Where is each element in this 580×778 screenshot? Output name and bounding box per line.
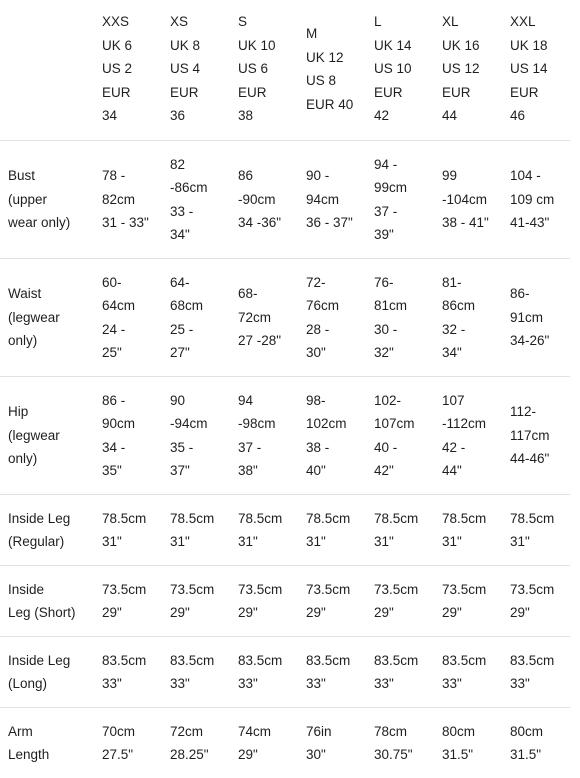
measurement-value-line: 81cm (374, 294, 434, 318)
measurement-label-line: (upper (8, 188, 94, 212)
size-header-line: EUR (374, 81, 434, 105)
measurement-value-cell (434, 377, 502, 495)
measurement-value-line: 31" (374, 530, 434, 554)
measurement-value-line: 31" (170, 530, 230, 554)
measurement-value-cell (298, 708, 366, 778)
size-header-line: XXS (102, 10, 162, 34)
measurement-value-line: 40" (306, 459, 366, 483)
measurement-value-cell (230, 377, 298, 495)
measurement-value-line: 78.5cm (170, 507, 230, 531)
measurement-value-line: 31" (442, 530, 502, 554)
measurement-value-line: 91cm (510, 306, 570, 330)
measurement-label-line: Waist (8, 282, 94, 306)
measurement-value-line: 33" (374, 672, 434, 696)
measurement-label-line: (legwear (8, 424, 94, 448)
measurement-value-cell (434, 259, 502, 377)
table-row (0, 637, 570, 708)
size-header-line: US 2 (102, 57, 162, 81)
measurement-value-cell (94, 141, 162, 259)
size-header-line: 42 (374, 104, 434, 128)
measurement-value-line: 35 - (170, 436, 230, 460)
measurement-value-line: 33" (102, 672, 162, 696)
measurement-value-line: 30" (306, 341, 366, 365)
measurement-value-cell (162, 377, 230, 495)
measurement-value-line: 78 - (102, 164, 162, 188)
measurement-value-cell (502, 566, 570, 637)
measurement-label-line: Leg (Short) (8, 601, 94, 625)
size-header-line: EUR (170, 81, 230, 105)
measurement-value-cell (434, 141, 502, 259)
measurement-value-line: 42 - (442, 436, 502, 460)
measurement-value-cell (94, 637, 162, 708)
size-header-cell (162, 0, 230, 141)
measurement-value-cell (162, 259, 230, 377)
measurement-value-line: -94cm (170, 412, 230, 436)
measurement-value-line: 74cm (238, 720, 298, 744)
size-header-cell (366, 0, 434, 141)
measurement-value-line: 29" (102, 601, 162, 625)
size-header-line: US 10 (374, 57, 434, 81)
measurement-value-line: 99 (442, 164, 502, 188)
measurement-value-line: 27 -28" (238, 329, 298, 353)
measurement-label-line: Length (8, 743, 94, 767)
measurement-value-line: 94 - (374, 153, 434, 177)
measurement-value-line: 29" (306, 601, 366, 625)
measurement-value-cell (366, 377, 434, 495)
measurement-value-line: 86- (510, 282, 570, 306)
size-header-cell (502, 0, 570, 141)
measurement-value-line: 81- (442, 271, 502, 295)
measurement-value-line: 78.5cm (374, 507, 434, 531)
measurement-value-line: 86 - (102, 389, 162, 413)
measurement-value-cell (366, 259, 434, 377)
measurement-value-line: 35" (102, 459, 162, 483)
measurement-value-line: 78cm (374, 720, 434, 744)
size-header-line: 44 (442, 104, 502, 128)
measurement-value-cell (298, 141, 366, 259)
measurement-label-line: (Regular) (8, 530, 94, 554)
measurement-value-line: 28.25" (170, 743, 230, 767)
size-header-line: UK 8 (170, 34, 230, 58)
measurement-value-line: 32" (374, 341, 434, 365)
measurement-value-cell (502, 637, 570, 708)
measurement-value-line: 30.75" (374, 743, 434, 767)
measurement-value-cell (298, 637, 366, 708)
measurement-label-line: Arm (8, 720, 94, 744)
measurement-value-line: 42" (374, 459, 434, 483)
measurement-label (0, 708, 94, 778)
measurement-value-line: 117cm (510, 424, 570, 448)
measurement-value-line: 83.5cm (170, 649, 230, 673)
measurement-value-cell (502, 377, 570, 495)
measurement-value-cell (298, 377, 366, 495)
measurement-value-line: 31.5" (510, 743, 570, 767)
size-header-cell (94, 0, 162, 141)
measurement-value-line: 68cm (170, 294, 230, 318)
size-header-line: 36 (170, 104, 230, 128)
measurement-value-line: 70cm (102, 720, 162, 744)
measurement-value-line: -104cm (442, 188, 502, 212)
measurement-value-line: 31 - 33" (102, 211, 162, 235)
measurement-value-line: 36 - 37" (306, 211, 366, 235)
measurement-value-cell (434, 495, 502, 566)
size-header-line: L (374, 10, 434, 34)
measurement-value-cell (366, 495, 434, 566)
measurement-label-line: only) (8, 329, 94, 353)
table-row (0, 141, 570, 259)
measurement-value-cell (502, 495, 570, 566)
measurement-value-cell (434, 566, 502, 637)
measurement-value-line: 34" (442, 341, 502, 365)
measurement-value-line: 34 -36" (238, 211, 298, 235)
measurement-value-line: 112- (510, 400, 570, 424)
measurement-value-cell (434, 708, 502, 778)
measurement-value-line: 107 (442, 389, 502, 413)
measurement-value-cell (298, 495, 366, 566)
measurement-label-line: (Long) (8, 672, 94, 696)
measurement-label-line: Inside Leg (8, 649, 94, 673)
size-header-line: UK 12 (306, 46, 366, 70)
measurement-label (0, 259, 94, 377)
measurement-value-line: 28 - (306, 318, 366, 342)
measurement-value-cell (230, 566, 298, 637)
measurement-label (0, 495, 94, 566)
measurement-value-line: 94cm (306, 188, 366, 212)
measurement-value-line: 30 - (374, 318, 434, 342)
measurement-value-cell (162, 141, 230, 259)
measurement-value-line: 86cm (442, 294, 502, 318)
measurement-value-line: 78.5cm (238, 507, 298, 531)
measurement-value-line: 78.5cm (102, 507, 162, 531)
size-header-line: XL (442, 10, 502, 34)
size-header-line: US 14 (510, 57, 570, 81)
measurement-value-line: 31.5" (442, 743, 502, 767)
measurement-value-line: 83.5cm (102, 649, 162, 673)
measurement-value-line: 31" (238, 530, 298, 554)
size-header-line: US 8 (306, 69, 366, 93)
measurement-value-cell (94, 259, 162, 377)
measurement-value-line: 38 - (306, 436, 366, 460)
measurement-value-line: 73.5cm (102, 578, 162, 602)
measurement-value-line: 39" (374, 223, 434, 247)
measurement-value-cell (298, 566, 366, 637)
measurement-value-line: 83.5cm (306, 649, 366, 673)
measurement-value-line: 38 - 41" (442, 211, 502, 235)
measurement-label-line: wear only) (8, 211, 94, 235)
measurement-value-line: 33" (306, 672, 366, 696)
measurement-value-line: 29" (238, 601, 298, 625)
measurement-value-line: 90 (170, 389, 230, 413)
size-header-row (0, 0, 570, 141)
measurement-value-line: 29" (238, 743, 298, 767)
measurement-value-cell (366, 566, 434, 637)
measurement-value-line: 73.5cm (374, 578, 434, 602)
size-header-line: 38 (238, 104, 298, 128)
measurement-value-line: 44" (442, 459, 502, 483)
measurement-value-line: 30" (306, 743, 366, 767)
measurement-value-cell (230, 708, 298, 778)
measurement-value-line: 37" (170, 459, 230, 483)
table-row (0, 377, 570, 495)
size-header-line: M (306, 22, 366, 46)
measurement-value-line: 76in (306, 720, 366, 744)
measurement-value-line: 41-43" (510, 211, 570, 235)
measurement-label-line: Inside Leg (8, 507, 94, 531)
measurement-value-line: 72- (306, 271, 366, 295)
size-header-line: UK 14 (374, 34, 434, 58)
measurement-value-cell (502, 259, 570, 377)
measurement-value-line: 31" (510, 530, 570, 554)
measurement-value-line: 27" (170, 341, 230, 365)
size-header-line: EUR (510, 81, 570, 105)
measurement-value-line: 83.5cm (442, 649, 502, 673)
measurement-value-cell (230, 141, 298, 259)
measurement-value-line: 76- (374, 271, 434, 295)
measurement-value-line: 78.5cm (442, 507, 502, 531)
size-header-cell (434, 0, 502, 141)
measurement-value-line: 82cm (102, 188, 162, 212)
measurement-value-line: 90 - (306, 164, 366, 188)
measurement-value-line: 72cm (170, 720, 230, 744)
measurement-value-line: 34-26" (510, 329, 570, 353)
measurement-value-line: 29" (374, 601, 434, 625)
measurement-value-line: 29" (170, 601, 230, 625)
measurement-value-line: 68- (238, 282, 298, 306)
measurement-value-line: 83.5cm (238, 649, 298, 673)
size-header-line: XXL (510, 10, 570, 34)
measurement-value-line: 80cm (510, 720, 570, 744)
measurement-value-line: 82 (170, 153, 230, 177)
measurement-value-line: 102cm (306, 412, 366, 436)
size-header-line: EUR (102, 81, 162, 105)
measurement-value-line: 78.5cm (306, 507, 366, 531)
size-header-line: UK 6 (102, 34, 162, 58)
measurement-value-line: 25" (102, 341, 162, 365)
table-row (0, 495, 570, 566)
measurement-value-line: 37 - (238, 436, 298, 460)
measurement-value-line: 31" (102, 530, 162, 554)
table-row (0, 708, 570, 778)
measurement-value-cell (94, 377, 162, 495)
measurement-value-cell (94, 495, 162, 566)
measurement-value-line: 38" (238, 459, 298, 483)
measurement-value-line: 29" (510, 601, 570, 625)
measurement-value-line: 64cm (102, 294, 162, 318)
measurement-value-line: 107cm (374, 412, 434, 436)
measurement-value-line: 102- (374, 389, 434, 413)
measurement-value-cell (298, 259, 366, 377)
measurement-value-line: 80cm (442, 720, 502, 744)
measurement-label-line: (legwear (8, 306, 94, 330)
measurement-value-cell (366, 708, 434, 778)
size-header-line: EUR (442, 81, 502, 105)
measurement-value-line: -112cm (442, 412, 502, 436)
measurement-value-line: 34" (170, 223, 230, 247)
size-header-line: UK 18 (510, 34, 570, 58)
measurement-value-line: 73.5cm (442, 578, 502, 602)
measurement-value-cell (230, 495, 298, 566)
measurement-value-line: 24 - (102, 318, 162, 342)
measurement-value-line: 72cm (238, 306, 298, 330)
measurement-value-cell (162, 566, 230, 637)
measurement-value-cell (434, 637, 502, 708)
measurement-value-line: 94 (238, 389, 298, 413)
measurement-value-line: 104 - (510, 164, 570, 188)
measurement-value-line: 83.5cm (374, 649, 434, 673)
measurement-value-line: 25 - (170, 318, 230, 342)
measurement-value-line: 33 - (170, 200, 230, 224)
measurement-value-line: 99cm (374, 176, 434, 200)
size-header-line: EUR 40 (306, 93, 366, 117)
measurement-label-line: Hip (8, 400, 94, 424)
size-header-line: US 4 (170, 57, 230, 81)
measurement-label (0, 566, 94, 637)
size-header-line: UK 16 (442, 34, 502, 58)
table-row (0, 259, 570, 377)
measurement-value-line: 33" (442, 672, 502, 696)
measurement-label (0, 637, 94, 708)
measurement-value-cell (162, 708, 230, 778)
size-header-cell (298, 0, 366, 141)
measurement-value-cell (230, 637, 298, 708)
measurement-value-line: -86cm (170, 176, 230, 200)
measurement-value-line: 33" (238, 672, 298, 696)
measurement-label-line: Bust (8, 164, 94, 188)
measurement-value-cell (94, 708, 162, 778)
size-header-line: 46 (510, 104, 570, 128)
measurement-value-cell (230, 259, 298, 377)
measurement-value-line: 33" (170, 672, 230, 696)
measurement-label (0, 141, 94, 259)
measurement-value-line: 83.5cm (510, 649, 570, 673)
measurement-value-cell (366, 637, 434, 708)
header-corner-cell (0, 0, 94, 141)
measurement-value-line: 64- (170, 271, 230, 295)
measurement-value-line: 34 - (102, 436, 162, 460)
measurement-value-cell (94, 566, 162, 637)
measurement-value-cell (162, 495, 230, 566)
measurement-value-line: 60- (102, 271, 162, 295)
size-header-line: EUR (238, 81, 298, 105)
table-row (0, 566, 570, 637)
measurement-value-line: 73.5cm (510, 578, 570, 602)
measurement-value-cell (502, 141, 570, 259)
measurement-value-line: 44-46" (510, 447, 570, 471)
measurement-value-line: 109 cm (510, 188, 570, 212)
measurement-value-cell (162, 637, 230, 708)
measurement-value-line: 76cm (306, 294, 366, 318)
measurement-value-cell (366, 141, 434, 259)
size-header-line: 34 (102, 104, 162, 128)
measurement-value-line: 31" (306, 530, 366, 554)
measurement-value-line: 73.5cm (170, 578, 230, 602)
size-header-line: UK 10 (238, 34, 298, 58)
measurement-value-line: 78.5cm (510, 507, 570, 531)
measurement-value-line: 32 - (442, 318, 502, 342)
measurement-value-line: 27.5" (102, 743, 162, 767)
size-header-line: S (238, 10, 298, 34)
measurement-value-line: 73.5cm (306, 578, 366, 602)
measurement-value-line: -90cm (238, 188, 298, 212)
measurement-value-line: 73.5cm (238, 578, 298, 602)
measurement-value-line: 37 - (374, 200, 434, 224)
measurement-value-line: 29" (442, 601, 502, 625)
size-header-line: US 6 (238, 57, 298, 81)
measurement-value-line: 98- (306, 389, 366, 413)
measurement-value-cell (502, 708, 570, 778)
size-header-cell (230, 0, 298, 141)
measurement-label-line: only) (8, 447, 94, 471)
size-header-line: XS (170, 10, 230, 34)
measurement-value-line: 33" (510, 672, 570, 696)
measurement-label-line: Inside (8, 578, 94, 602)
size-header-line: US 12 (442, 57, 502, 81)
measurement-value-line: 40 - (374, 436, 434, 460)
measurement-value-line: 90cm (102, 412, 162, 436)
measurement-value-line: -98cm (238, 412, 298, 436)
measurement-label (0, 377, 94, 495)
measurement-value-line: 86 (238, 164, 298, 188)
